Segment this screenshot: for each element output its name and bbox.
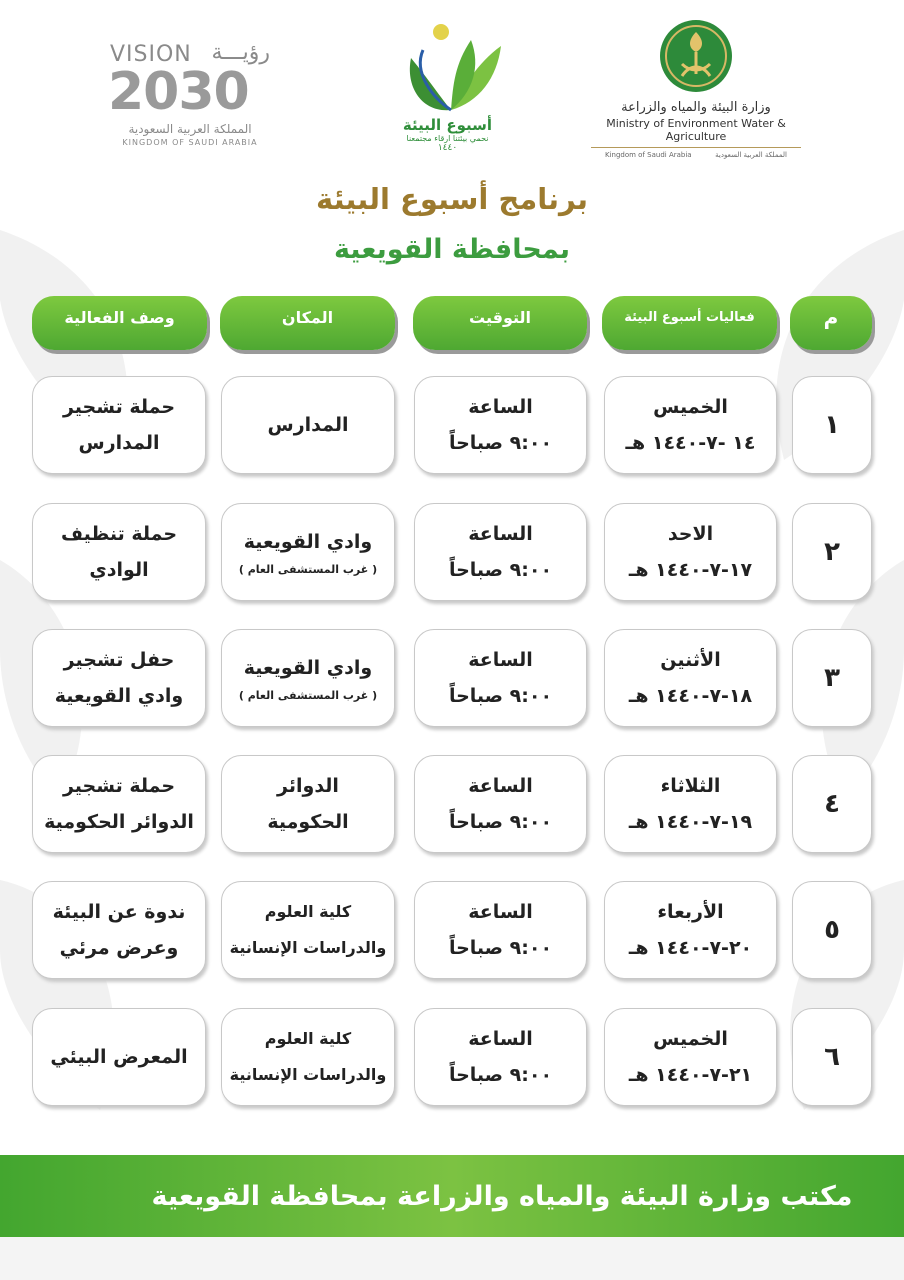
row-description: حملة تنظيف الوادي xyxy=(32,503,206,601)
ministry-divider xyxy=(591,147,801,148)
row-time: الساعة ٩:٠٠ صباحاً xyxy=(414,376,587,474)
vision-label: VISION xyxy=(110,42,192,67)
row-description: حملة تشجير المدارس xyxy=(32,376,206,474)
row-event: الثلاثاء ١٩-٧-١٤٤٠ هـ xyxy=(604,755,777,853)
page-title: برنامج أسبوع البيئة xyxy=(316,182,588,216)
row-number: ١ xyxy=(792,376,872,474)
row-place: الدوائر الحكومية xyxy=(221,755,395,853)
row-number: ٢ xyxy=(792,503,872,601)
ministry-emblem-icon xyxy=(658,18,734,94)
header-event: فعاليات أسبوع البيئة xyxy=(602,296,777,350)
row-number: ٥ xyxy=(792,881,872,979)
ministry-name-ar: وزارة البيئة والمياه والزراعة xyxy=(621,100,771,115)
header-time: التوقيت xyxy=(413,296,587,350)
vision-label-ar: رؤيـــة xyxy=(211,40,270,65)
row-time: الساعة ٩:٠٠ صباحاً xyxy=(414,503,587,601)
ministry-kingdom-ar: المملكة العربية السعودية xyxy=(715,151,787,159)
row-time: الساعة ٩:٠٠ صباحاً xyxy=(414,629,587,727)
header-place: المكان xyxy=(220,296,395,350)
environment-week-title: أسبوع البيئة xyxy=(402,116,493,134)
vision-2030-logo xyxy=(100,40,275,152)
header-number: م xyxy=(790,296,872,350)
row-event: الأربعاء ٢٠-٧-١٤٤٠ هـ xyxy=(604,881,777,979)
row-place: المدارس xyxy=(221,376,395,474)
page-subtitle: بمحافظة القويعية xyxy=(333,234,571,265)
ministry-name-en: Ministry of Environment Water & Agriculture xyxy=(606,117,786,143)
row-event: الخميس ١٤ -٧-١٤٤٠ هـ xyxy=(604,376,777,474)
ministry-logo xyxy=(580,18,812,163)
row-place: كلية العلوم والدراسات الإنسانية xyxy=(221,881,395,979)
row-description: حفل تشجير وادي القويعية xyxy=(32,629,206,727)
environment-week-year: ١٤٤٠ xyxy=(437,143,458,153)
ministry-kingdom-en: Kingdom of Saudi Arabia xyxy=(605,151,692,159)
vision-year: 2030 xyxy=(108,62,249,122)
row-number: ٦ xyxy=(792,1008,872,1106)
row-time: الساعة ٩:٠٠ صباحاً xyxy=(414,1008,587,1106)
leaf-icon xyxy=(393,18,503,118)
row-description: ندوة عن البيئة وعرض مرئي xyxy=(32,881,206,979)
row-place: وادي القويعية ( غرب المستشفى العام ) xyxy=(221,503,395,601)
row-place: كلية العلوم والدراسات الإنسانية xyxy=(221,1008,395,1106)
row-event: الأثنين ١٨-٧-١٤٤٠ هـ xyxy=(604,629,777,727)
footer-text: مكتب وزارة البيئة والمياه والزراعة بمحافظة القويعية xyxy=(151,1180,853,1212)
vision-kingdom-en: KINGDOM OF SAUDI ARABIA xyxy=(122,138,258,147)
row-description: حملة تشجير الدوائر الحكومية xyxy=(32,755,206,853)
row-place: وادي القويعية ( غرب المستشفى العام ) xyxy=(221,629,395,727)
header-description: وصف الفعالية xyxy=(32,296,207,350)
row-description: المعرض البيئي xyxy=(32,1008,206,1106)
vision-kingdom-ar: المملكة العربية السعودية xyxy=(128,122,252,136)
row-number: ٤ xyxy=(792,755,872,853)
row-time: الساعة ٩:٠٠ صباحاً xyxy=(414,881,587,979)
row-time: الساعة ٩:٠٠ صباحاً xyxy=(414,755,587,853)
environment-week-logo xyxy=(385,18,510,178)
footer-banner xyxy=(0,1155,904,1237)
row-event: الخميس ٢١-٧-١٤٤٠ هـ xyxy=(604,1008,777,1106)
environment-week-slogan: نحمي بيئتنا ارقاء مجتمعنا xyxy=(406,134,489,143)
row-number: ٣ xyxy=(792,629,872,727)
row-event: الاحد ١٧-٧-١٤٤٠ هـ xyxy=(604,503,777,601)
